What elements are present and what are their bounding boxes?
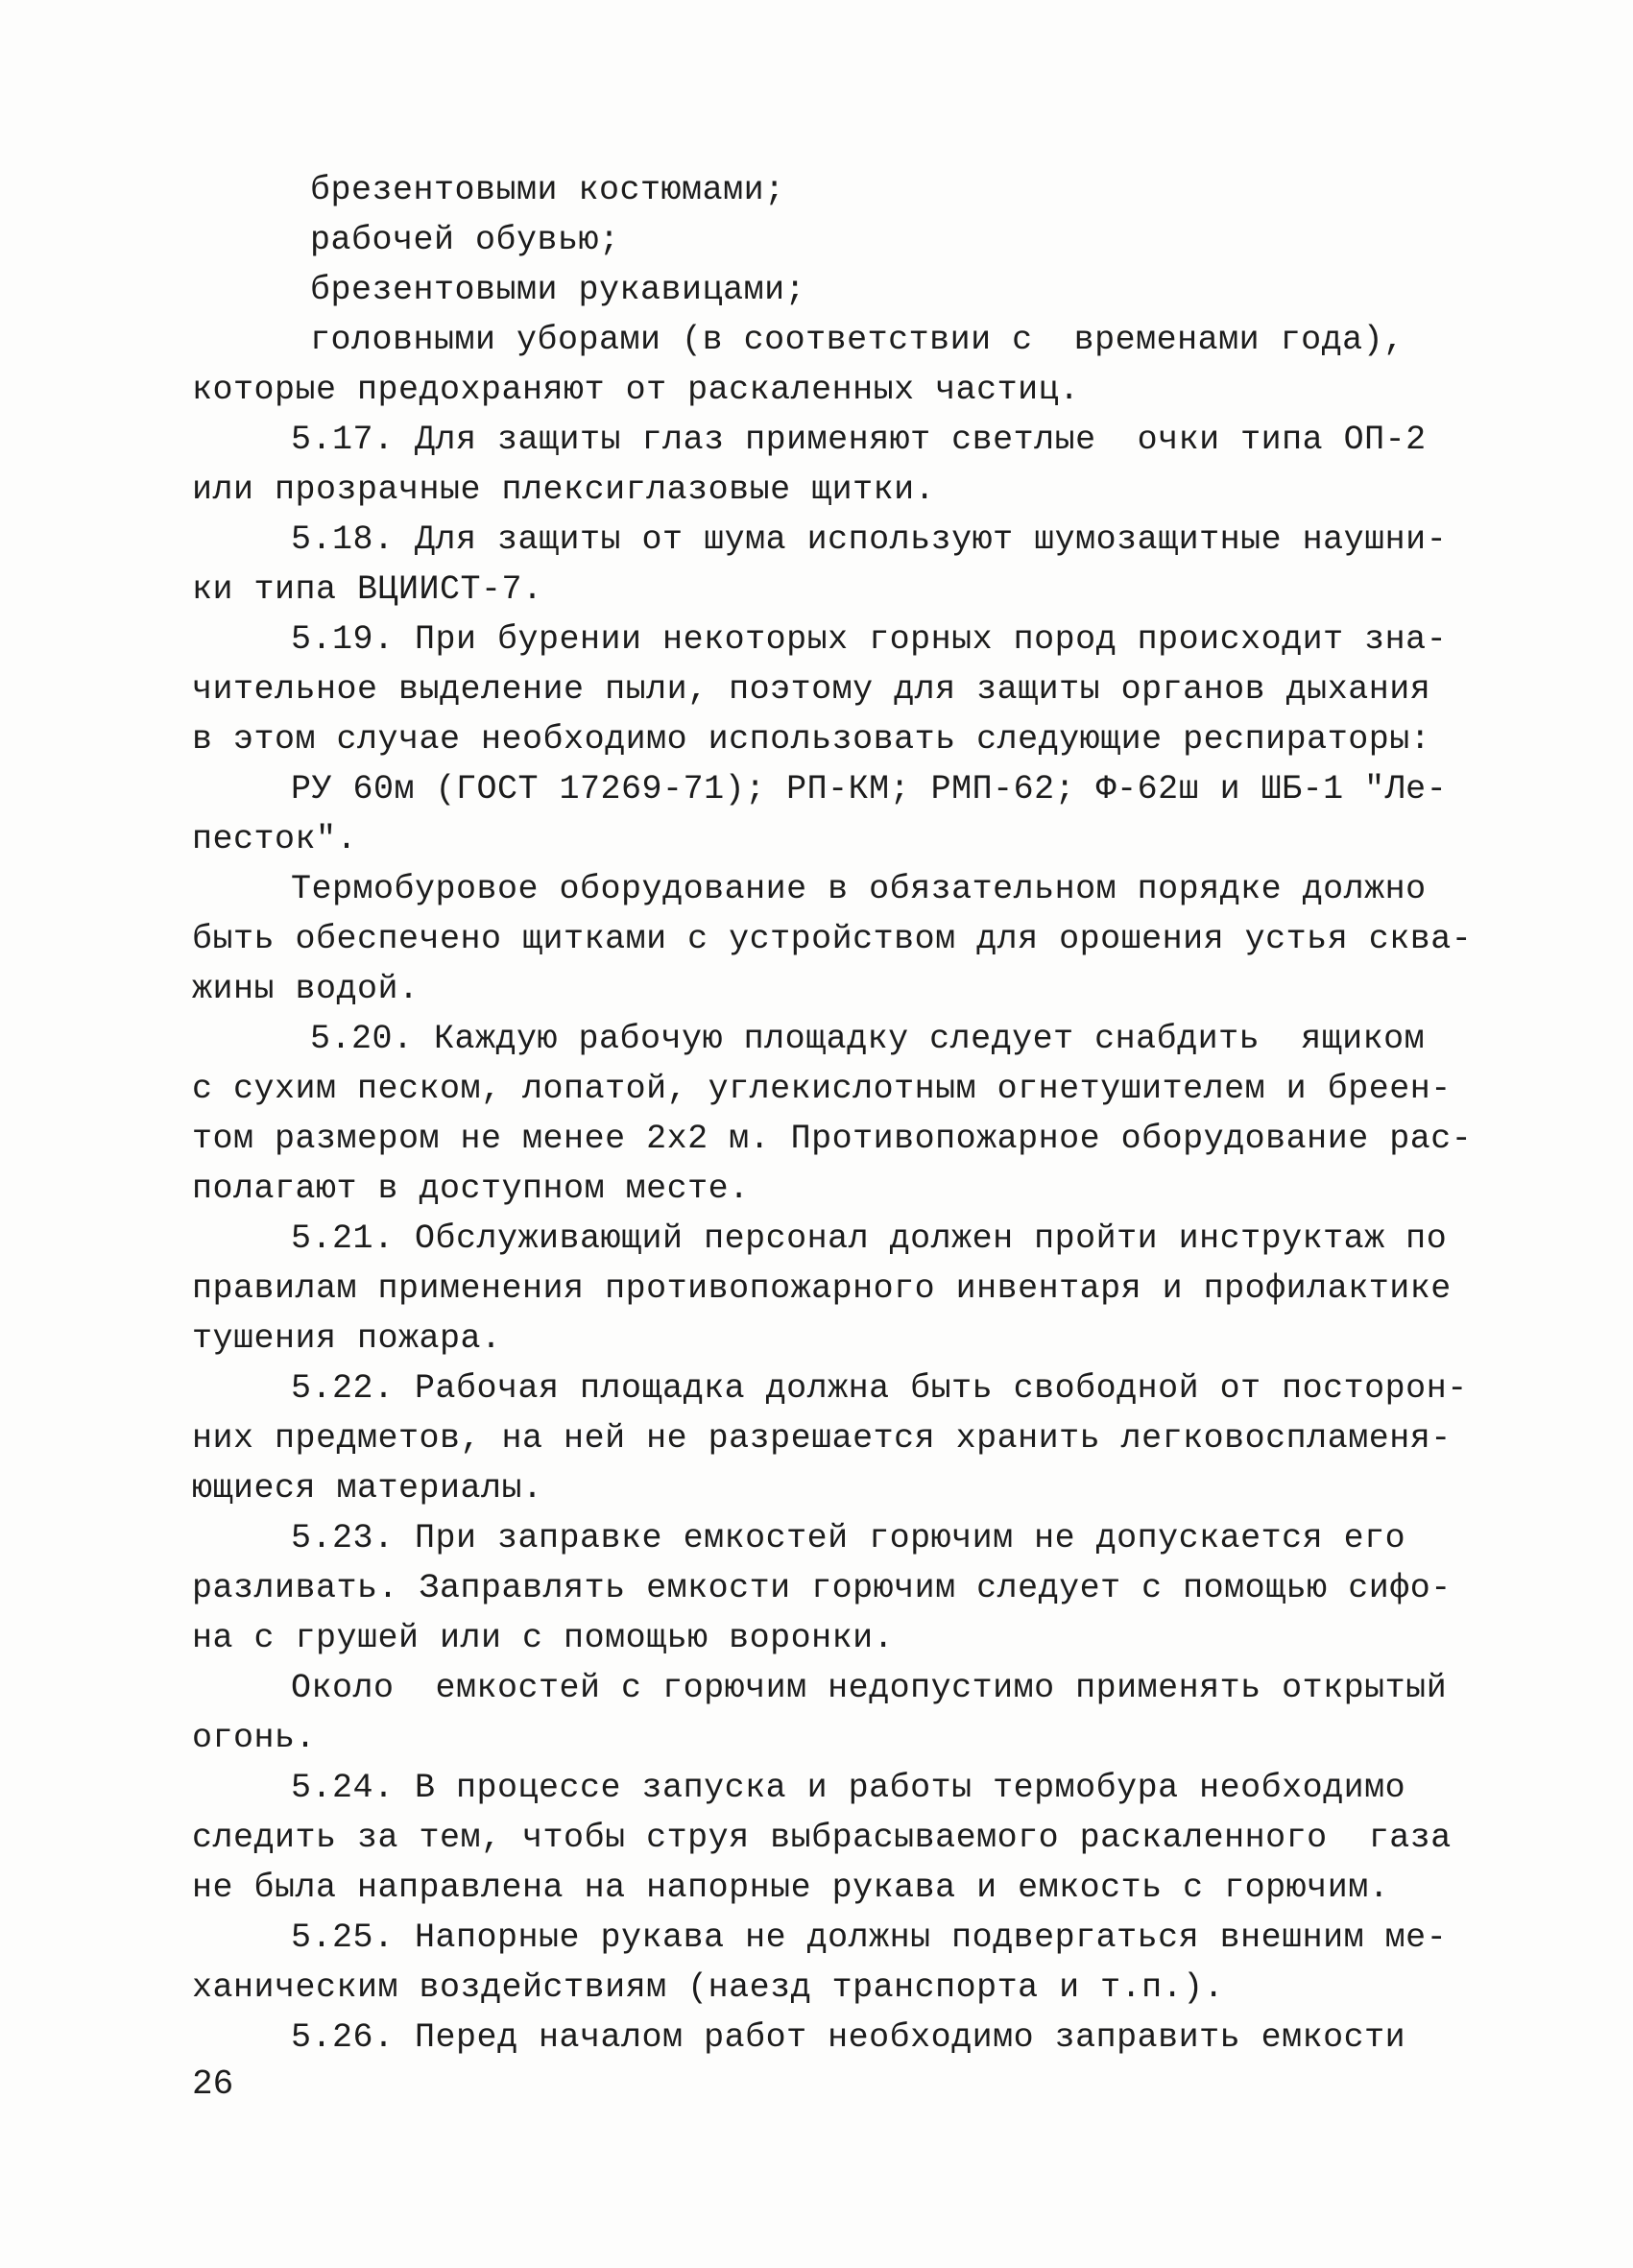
text-line: которые предохраняют от раскаленных частиц. [192, 371, 1080, 409]
text-line: не была направлена на напорные рукава и емкость с горючим. [192, 1869, 1390, 1907]
text-line: брезентовыми рукавицами; [310, 271, 806, 309]
text-line: жины водой. [192, 970, 420, 1008]
text-line: разливать. Заправлять емкости горючим следует с помощью сифо- [192, 1569, 1452, 1607]
text-line: том размером не менее 2х2 м. Противопожарное оборудование рас- [192, 1120, 1473, 1158]
text-line: них предметов, на ней не разрешается хранить легковоспламеня- [192, 1419, 1452, 1458]
text-line: РУ 60м (ГОСТ 17269-71); РП-КМ; РМП-62; Ф-62ш и ШБ-1 "Ле- [291, 770, 1448, 808]
text-line: или прозрачные плексиглазовые щитки. [192, 470, 936, 509]
text-line: Около емкостей с горючим недопустимо применять открытый [291, 1669, 1448, 1707]
text-line: с сухим песком, лопатой, углекислотным огнетушителем и бреен- [192, 1070, 1452, 1108]
text-line: брезентовыми костюмами; [310, 171, 785, 209]
text-line: 5.18. Для защиты от шума используют шумозащитные наушни- [291, 520, 1448, 559]
text-line: чительное выделение пыли, поэтому для защиты органов дыхания [192, 670, 1431, 709]
text-line: ющиеся материалы. [192, 1469, 543, 1508]
text-line: 5.21. Обслуживающий персонал должен пройти инструктаж по [291, 1219, 1448, 1258]
text-line: головными уборами (в соответствии с временами года), [310, 321, 1405, 359]
text-line: рабочей обувью; [310, 221, 620, 259]
text-line: Термобуровое оборудование в обязательном порядке должно [291, 870, 1427, 908]
text-line: 5.23. При заправке емкостей горючим не допускается его [291, 1519, 1406, 1557]
text-line: огонь. [192, 1719, 317, 1757]
text-line: песток". [192, 820, 358, 858]
text-line: следить за тем, чтобы струя выбрасываемого раскаленного газа [192, 1819, 1452, 1857]
page-number: 26 [192, 2064, 234, 2104]
text-line: ханическим воздействиям (наезд транспорта и т.п.). [192, 1968, 1225, 2007]
text-line: 5.20. Каждую рабочую площадку следует снабдить ящиком [310, 1020, 1426, 1058]
text-line: 5.17. Для защиты глаз применяют светлые очки типа ОП-2 [291, 421, 1427, 459]
text-line: полагают в доступном месте. [192, 1170, 750, 1208]
text-line: тушения пожара. [192, 1319, 502, 1358]
text-line: 5.25. Напорные рукава не должны подвергаться внешним ме- [291, 1918, 1448, 1957]
text-line: в этом случае необходимо использовать следующие респираторы: [192, 720, 1431, 759]
text-line: 5.26. Перед началом работ необходимо заправить емкости [291, 2018, 1406, 2057]
text-line: на с грушей или с помощью воронки. [192, 1619, 895, 1657]
text-line: 5.24. В процессе запуска и работы термобура необходимо [291, 1769, 1406, 1807]
text-line: ки типа ВЦИИСТ-7. [192, 570, 543, 609]
text-line: 5.19. При бурении некоторых горных пород происходит зна- [291, 620, 1448, 659]
text-line: правилам применения противопожарного инвентаря и профилактике [192, 1269, 1452, 1308]
text-line: быть обеспечено щитками с устройством для орошения устья сква- [192, 920, 1473, 958]
text-line: 5.22. Рабочая площадка должна быть свободной от посторон- [291, 1369, 1468, 1408]
